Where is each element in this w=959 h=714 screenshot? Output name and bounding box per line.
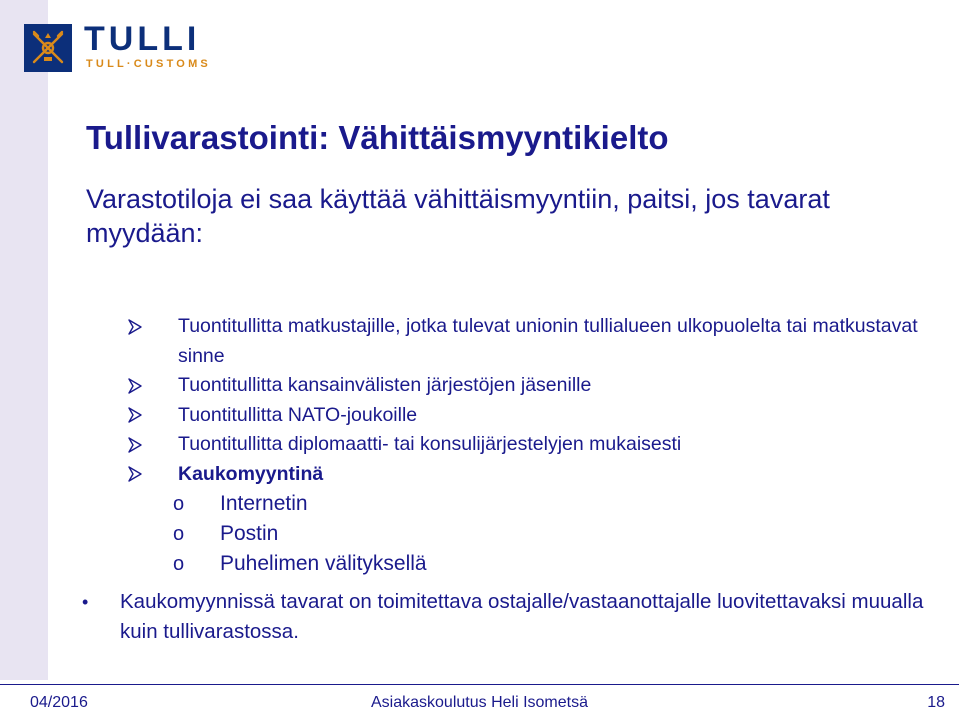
arrow-bullet-icon <box>126 312 148 342</box>
logo-wordmark: TULLI <box>84 20 201 58</box>
list-item <box>126 371 946 401</box>
dot-bullet: • <box>82 592 89 612</box>
sub-list-item <box>126 519 946 549</box>
circle-bullet: o <box>173 523 185 545</box>
arrow-list <box>126 312 946 579</box>
list-item-text: Kaukomyyntinä <box>178 462 324 485</box>
footer-presenter: Asiakaskoulutus Heli Isometsä <box>371 694 588 711</box>
side-band <box>0 0 48 680</box>
list-item-text: Tuontitullitta kansainvälisten järjestöjen jäsenille <box>178 374 592 396</box>
footer-date: 04/2016 <box>30 694 88 711</box>
list-item-text: Tuontitullitta NATO-joukoille <box>178 403 418 426</box>
logo-subtitle: TULL·CUSTOMS <box>86 58 211 70</box>
list-item <box>126 460 946 490</box>
sub-list-item-text: Puhelimen välityksellä <box>220 552 427 575</box>
page-number: 18 <box>927 694 945 711</box>
arrow-bullet-icon <box>126 430 148 460</box>
intro-text: Varastotiloja ei saa käyttää vähittäismyyntiin, paitsi, jos tavarat myydään: <box>86 184 830 248</box>
closing-bullet-text: Kaukomyynnissä tavarat on toimitettava ostajalle/vastaanottajalle luovitettavaksi muualla kuin tullivarastossa. <box>120 590 924 643</box>
sub-list-item-text: Postin <box>220 522 279 545</box>
circle-bullet: o <box>173 493 185 515</box>
sub-list-item-text: Internetin <box>220 492 308 515</box>
list-item <box>126 312 946 371</box>
footer-divider <box>0 684 959 685</box>
arrow-bullet-icon <box>126 371 148 401</box>
slide-title: Tullivarastointi: Vähittäismyyntikielto <box>86 119 669 156</box>
sub-list-item <box>126 489 946 519</box>
sub-list-item <box>126 549 946 579</box>
arrow-bullet-icon <box>126 401 148 431</box>
circle-bullet: o <box>173 553 185 575</box>
list-item-text: Tuontitullitta diplomaatti- tai konsulijärjestelyjen mukaisesti <box>178 433 682 455</box>
customs-emblem-icon <box>24 24 72 72</box>
list-item <box>126 430 946 460</box>
arrow-bullet-icon <box>126 460 148 490</box>
list-item-text: Tuontitullitta matkustajille, jotka tulevat unionin tullialueen ulkopuolelta tai matkustavat sinne <box>178 315 918 367</box>
list-item <box>126 401 946 431</box>
closing-bullet <box>82 587 942 647</box>
